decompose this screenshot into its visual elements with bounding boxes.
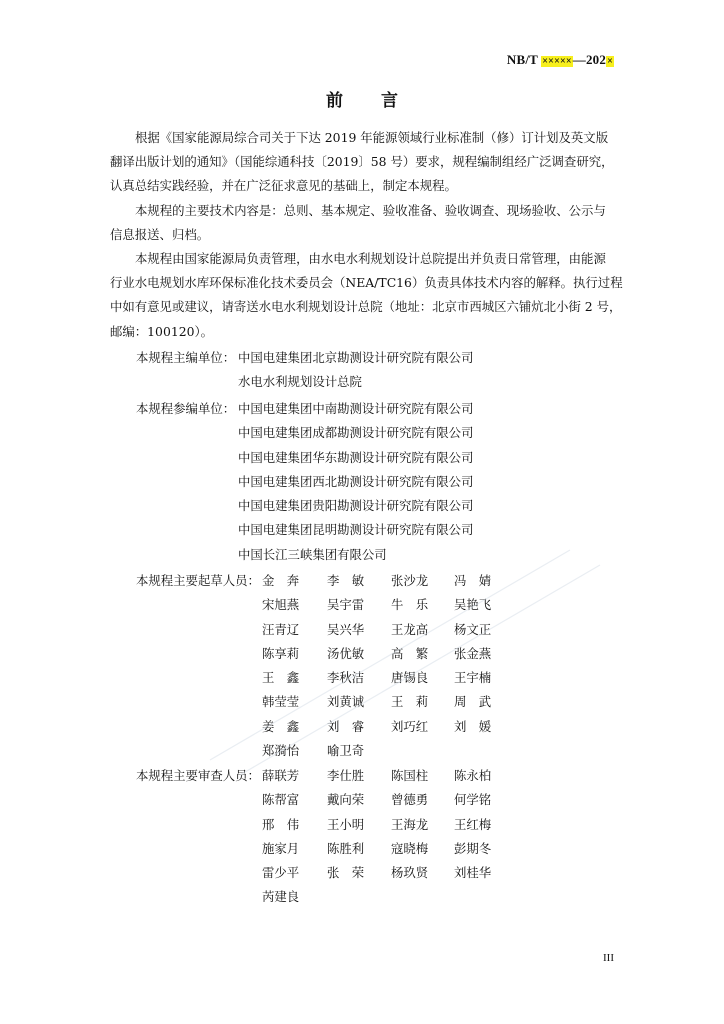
person-name: 刘 媛 — [454, 718, 492, 734]
person-name: 雷少平 — [262, 865, 300, 881]
person-name: 刘黄诚 — [327, 694, 365, 710]
standard-year-prefix: —202 — [572, 52, 607, 67]
person-name: 曾德勇 — [391, 792, 429, 808]
paragraph-line: 中如有意见或建议，请寄送水电水利规划设计总院（地址：北京市西城区六铺炕北小街 2 号， — [110, 299, 622, 315]
person-name: 姜 鑫 — [262, 718, 300, 734]
person-name: 王 鑫 — [262, 670, 300, 686]
standard-code — [507, 52, 614, 68]
person-name: 牛 乐 — [391, 597, 429, 613]
person-name: 陈享莉 — [262, 645, 300, 661]
person-name: 周 武 — [454, 694, 492, 710]
person-name: 唐锡良 — [391, 670, 429, 686]
reviewers-list — [136, 764, 556, 910]
person-name: 何学铭 — [454, 792, 492, 808]
org-name: 中国长江三峡集团有限公司 — [238, 546, 387, 562]
person-name: 郑漪怡 — [262, 743, 300, 759]
paragraph-line: 认真总结实践经验，并在广泛征求意见的基础上，制定本规程。 — [110, 178, 457, 194]
person-name: 陈帮富 — [262, 792, 300, 808]
paragraph-line: 信息报送、归档。 — [110, 226, 210, 242]
paragraph-1 — [110, 126, 618, 199]
person-name: 韩莹莹 — [262, 694, 300, 710]
paragraph-3 — [110, 247, 623, 344]
person-name: 施家月 — [262, 840, 300, 856]
person-name: 吴兴华 — [327, 621, 365, 637]
person-name: 刘桂华 — [454, 865, 492, 881]
page-number: III — [603, 952, 614, 964]
person-name: 薛联芳 — [262, 768, 300, 783]
org-name: 中国电建集团北京勘测设计研究院有限公司 — [238, 350, 474, 365]
person-name: 汪青辽 — [262, 621, 300, 637]
paragraph-line: 本规程由国家能源局负责管理，由水电水利规划设计总院提出并负责日常管理，由能源 — [135, 251, 606, 267]
person-name: 刘巧红 — [391, 718, 429, 734]
standard-prefix: NB/T — [506, 52, 538, 67]
person-name: 李 敏 — [327, 573, 365, 588]
drafters-label: 本规程主要起草人员： — [136, 573, 260, 588]
page-title: 前言 — [326, 91, 436, 111]
person-name: 王龙高 — [391, 621, 429, 637]
person-name: 彭期冬 — [454, 840, 492, 856]
person-name: 寇晓梅 — [391, 840, 429, 856]
person-name: 陈永柏 — [454, 768, 492, 783]
person-name: 邢 伟 — [262, 816, 300, 832]
chief-editor-label: 本规程主编单位： — [136, 350, 236, 365]
person-name: 金 奔 — [262, 573, 300, 588]
person-name: 刘 睿 — [327, 718, 365, 734]
person-name: 李仕胜 — [327, 768, 365, 783]
standard-number-placeholder: ××××× — [542, 56, 572, 67]
person-name: 吴宇雷 — [327, 597, 365, 613]
participating-label: 本规程参编单位： — [136, 401, 236, 416]
person-name: 王小明 — [327, 816, 365, 832]
participating-units — [136, 397, 556, 567]
org-name: 中国电建集团华东勘测设计研究院有限公司 — [238, 449, 474, 465]
person-name: 吴艳飞 — [454, 597, 492, 613]
paragraph-line: 翻译出版计划的通知》（国能综通科技〔2019〕58 号）要求，规程编制组经广泛调查研究， — [110, 154, 614, 170]
person-name: 张 荣 — [327, 865, 365, 881]
org-name: 中国电建集团贵阳勘测设计研究院有限公司 — [238, 498, 474, 514]
paragraph-line: 本规程的主要技术内容是：总则、基本规定、验收准备、验收调查、现场验收、公示与 — [135, 202, 606, 218]
person-name: 戴向荣 — [327, 792, 365, 808]
person-name: 宋旭燕 — [262, 597, 300, 613]
paragraph-line: 行业水电规划水库环保标准化技术委员会（NEA/TC16）负责具体技术内容的解释。执行过程 — [110, 275, 623, 291]
person-name: 李秋洁 — [327, 670, 365, 686]
org-name: 中国电建集团昆明勘测设计研究院有限公司 — [238, 522, 474, 538]
person-name: 张沙龙 — [391, 573, 429, 588]
standard-year-placeholder: × — [607, 56, 613, 67]
org-name: 水电水利规划设计总院 — [238, 374, 362, 390]
person-name: 王 莉 — [391, 694, 429, 710]
person-name: 高 繁 — [391, 645, 429, 661]
person-name: 芮建良 — [262, 889, 300, 905]
chief-editor-units — [136, 346, 556, 395]
person-name: 陈胜利 — [327, 840, 365, 856]
org-name: 中国电建集团成都勘测设计研究院有限公司 — [238, 425, 474, 441]
person-name: 张金燕 — [454, 645, 492, 661]
person-name: 王红梅 — [454, 816, 492, 832]
person-name: 王宇楠 — [454, 670, 492, 686]
person-name: 冯 婧 — [454, 573, 492, 588]
preface-body — [110, 126, 623, 344]
person-name: 汤优敏 — [327, 645, 365, 661]
paragraph-line: 邮编：100120）。 — [110, 323, 214, 339]
person-name: 杨文正 — [454, 621, 492, 637]
org-name: 中国电建集团西北勘测设计研究院有限公司 — [238, 473, 474, 489]
person-name: 王海龙 — [391, 816, 429, 832]
person-name: 喻卫奇 — [327, 743, 365, 759]
person-name: 杨玖贤 — [391, 865, 429, 881]
org-name: 中国电建集团中南勘测设计研究院有限公司 — [238, 401, 474, 416]
paragraph-2 — [110, 199, 618, 247]
reviewers-label: 本规程主要审查人员： — [136, 768, 260, 783]
person-name: 陈国柱 — [391, 768, 429, 783]
paragraph-line: 根据《国家能源局综合司关于下达 2019 年能源领域行业标准制（修）订计划及英文版 — [135, 130, 609, 145]
drafters-list — [136, 569, 556, 763]
